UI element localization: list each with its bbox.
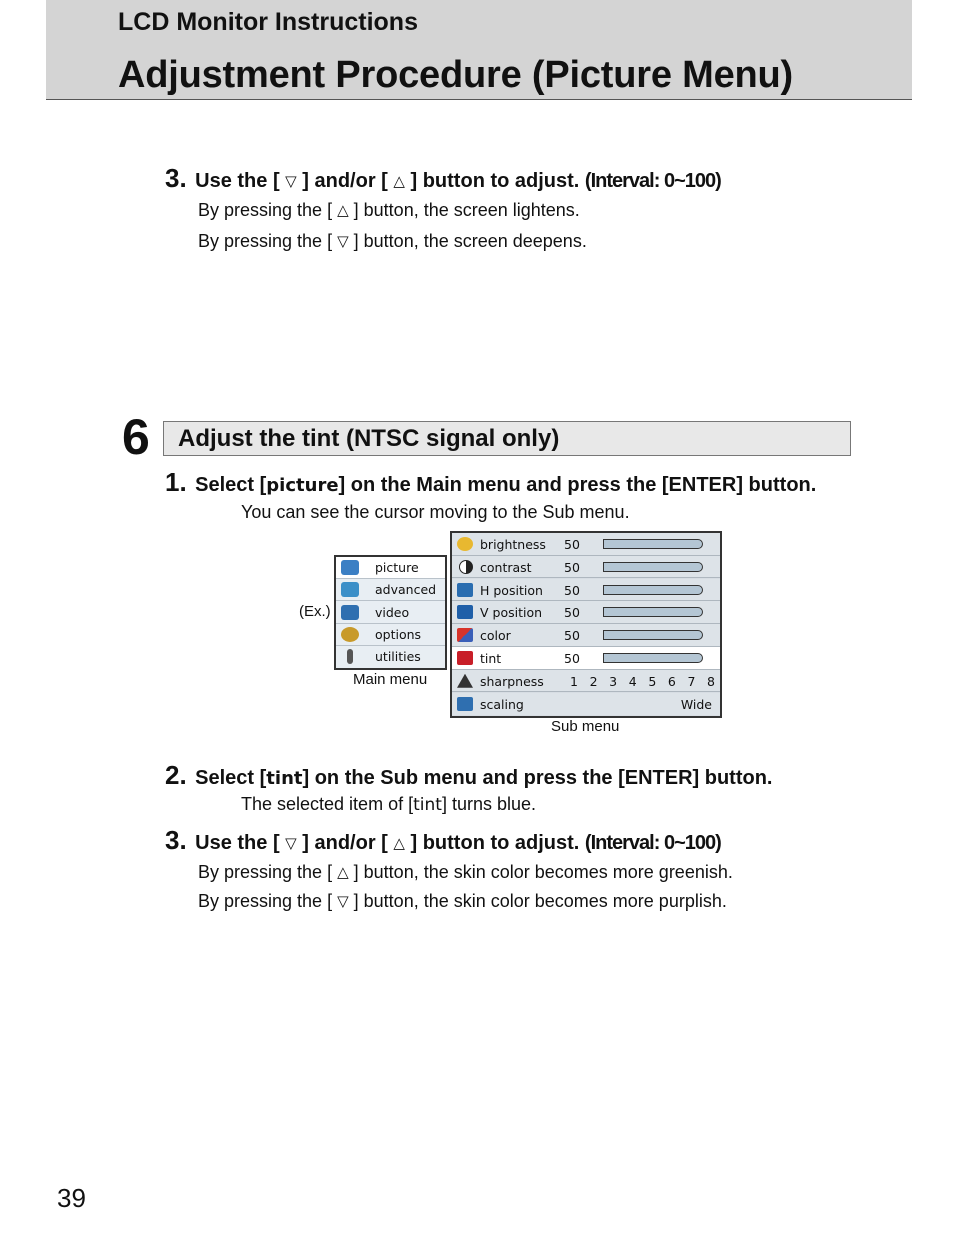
step-text-pre: Use the [	[195, 832, 280, 854]
scale-tick: 5	[648, 673, 657, 689]
up-triangle-icon: △	[393, 835, 405, 852]
main-menu-item-advanced[interactable]	[336, 579, 445, 601]
header-subtitle: LCD Monitor Instructions	[118, 8, 418, 36]
main-menu-item-utilities[interactable]	[336, 646, 445, 668]
sub-menu-item-label: brightness	[480, 537, 546, 552]
level-bar[interactable]	[603, 562, 703, 572]
sub-menu-caption: Sub menu	[551, 718, 620, 735]
level-bar[interactable]	[603, 653, 703, 663]
step-number: 3.	[165, 825, 187, 855]
sub-menu-item-label: scaling	[480, 696, 524, 712]
down-triangle-icon: ▽	[337, 893, 349, 910]
sub-menu-item-label: H position	[480, 582, 543, 598]
up-triangle-icon: △	[337, 864, 349, 881]
main-menu-item-picture[interactable]	[336, 557, 445, 579]
step-text-post: ] on the Main menu and press the [ENTER] button.	[338, 474, 817, 496]
scale-tick: 1	[570, 673, 578, 689]
step-1	[165, 467, 816, 498]
text-pre: The selected item of [	[241, 794, 414, 814]
main-menu	[334, 555, 447, 670]
step-text-pre: Select [	[195, 474, 267, 496]
scale-tick: 7	[687, 673, 696, 689]
sub-menu-item-label: tint	[480, 651, 502, 666]
text-post: ] button, the skin color becomes more purplish.	[353, 891, 727, 911]
down-triangle-icon: ▽	[285, 835, 297, 852]
step-2-description	[241, 794, 536, 815]
step-number: 3.	[165, 163, 187, 193]
level-bar[interactable]	[603, 585, 703, 595]
color-icon	[457, 628, 473, 642]
sub-menu-item-value: 50	[564, 537, 580, 552]
v-position-icon	[457, 605, 473, 619]
text-post: ] button, the screen lightens.	[353, 200, 580, 220]
sub-menu-item-brightness[interactable]	[452, 533, 720, 556]
step-3	[165, 825, 721, 856]
down-triangle-icon: ▽	[337, 233, 349, 250]
sub-menu-item-value: 50	[564, 651, 580, 666]
sub-menu-item-value: 50	[564, 628, 580, 644]
sub-menu-item-tint[interactable]	[452, 647, 720, 670]
text-pre: By pressing the [	[198, 891, 333, 911]
text-post: ] button, the screen deepens.	[353, 231, 587, 251]
top-step-line-1	[198, 200, 580, 221]
top-step-3	[165, 163, 721, 194]
main-menu-item-video[interactable]	[336, 602, 445, 624]
level-bar[interactable]	[603, 607, 703, 617]
page-number: 39	[57, 1183, 86, 1213]
main-menu-item-label: picture	[375, 560, 419, 575]
utilities-icon	[347, 649, 353, 664]
top-step-line-2	[198, 231, 587, 252]
level-bar[interactable]	[603, 630, 703, 640]
sub-menu-item-contrast[interactable]	[452, 556, 720, 579]
up-triangle-icon: △	[393, 173, 405, 190]
options-icon	[341, 627, 359, 642]
step-text-post: ] on the Sub menu and press the [ENTER] button.	[302, 767, 773, 789]
video-icon	[341, 605, 359, 620]
menu-word-tint: tint	[413, 795, 442, 815]
picture-icon	[341, 560, 359, 575]
step-text-post: ] button to adjust.	[410, 170, 580, 192]
scaling-value: Wide	[680, 696, 712, 712]
menu-word-tint: tint	[266, 768, 303, 789]
sub-menu-item-value: 50	[564, 559, 580, 575]
sub-menu-item-sharpness[interactable]	[452, 670, 720, 693]
step-number: 2.	[165, 760, 187, 790]
sub-menu-item-label: V position	[480, 605, 543, 621]
text-post: ] turns blue.	[441, 794, 536, 814]
scaling-icon	[457, 697, 473, 711]
step-text-post: ] button to adjust.	[410, 832, 580, 854]
main-menu-item-label: video	[375, 605, 410, 620]
level-bar[interactable]	[603, 539, 703, 549]
sub-menu-item-value: 50	[564, 582, 580, 598]
h-position-icon	[457, 583, 473, 597]
step-text-mid: ] and/or [	[302, 170, 388, 192]
text-post: ] button, the skin color becomes more greenish.	[353, 862, 733, 882]
page-title: Adjustment Procedure (Picture Menu)	[118, 54, 793, 96]
sharpness-icon	[457, 674, 473, 688]
interval-note: (Interval: 0~100)	[584, 170, 721, 192]
sun-icon	[457, 537, 473, 551]
step-text-mid: ] and/or [	[302, 832, 388, 854]
text-pre: By pressing the [	[198, 231, 333, 251]
up-triangle-icon: △	[337, 202, 349, 219]
menu-word-picture: picture	[266, 475, 339, 496]
sub-menu-item-label: sharpness	[480, 673, 544, 689]
text-pre: By pressing the [	[198, 200, 333, 220]
down-triangle-icon: ▽	[285, 173, 297, 190]
section-title: Adjust the tint (NTSC signal only)	[178, 425, 560, 452]
scale-tick: 4	[628, 673, 637, 689]
sub-menu-item-h-position[interactable]	[452, 579, 720, 602]
interval-note: (Interval: 0~100)	[584, 832, 721, 854]
contrast-icon	[459, 560, 473, 574]
scale-tick: 2	[589, 673, 598, 689]
step-text-pre: Select [	[195, 767, 267, 789]
sub-menu-item-value: 50	[564, 605, 580, 621]
scale-tick: 6	[667, 673, 676, 689]
advanced-icon	[341, 582, 359, 597]
sub-menu-item-label: contrast	[480, 559, 532, 575]
main-menu-item-label: options	[375, 627, 422, 642]
main-menu-item-label: advanced	[375, 582, 437, 597]
main-menu-item-options[interactable]	[336, 624, 445, 646]
step-3-line-1	[198, 862, 733, 883]
sub-menu	[450, 531, 722, 718]
main-menu-caption: Main menu	[353, 671, 428, 688]
main-menu-item-label: utilities	[375, 649, 421, 664]
step-2	[165, 760, 773, 791]
sub-menu-item-color[interactable]	[452, 624, 720, 647]
scale-tick: 3	[609, 673, 618, 689]
tint-icon	[457, 651, 473, 665]
example-label: (Ex.)	[299, 603, 331, 620]
section-number: 6	[122, 409, 150, 465]
text-pre: By pressing the [	[198, 862, 333, 882]
sub-menu-item-scaling[interactable]	[452, 693, 720, 716]
sharpness-scale[interactable]	[570, 674, 715, 689]
step-number: 1.	[165, 467, 187, 497]
scale-tick: 8	[707, 673, 715, 689]
sub-menu-item-v-position[interactable]	[452, 601, 720, 624]
step-text-pre: Use the [	[195, 170, 280, 192]
step-1-description: You can see the cursor moving to the Sub menu.	[241, 502, 630, 522]
step-3-line-2	[198, 891, 727, 912]
sub-menu-item-label: color	[480, 628, 511, 644]
